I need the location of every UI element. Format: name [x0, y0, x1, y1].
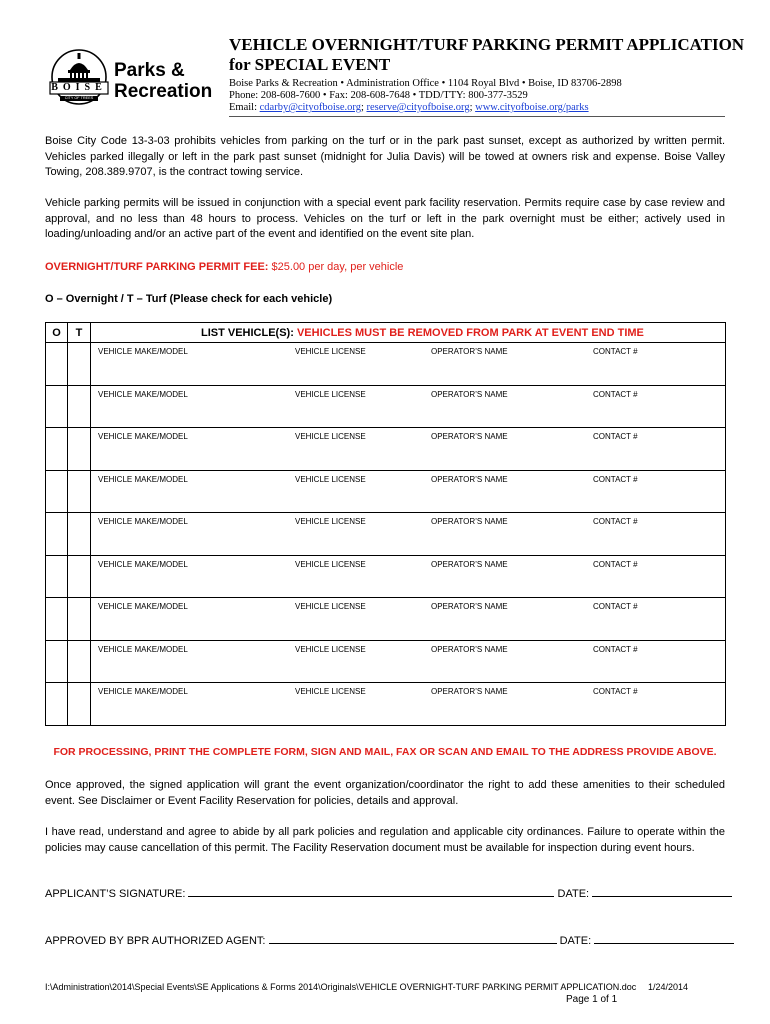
- vehicle-make-label: VEHICLE MAKE/MODEL: [98, 517, 188, 526]
- overnight-checkbox[interactable]: [46, 470, 68, 513]
- contact-number-label: CONTACT #: [593, 432, 638, 441]
- table-header-row: [46, 323, 726, 343]
- agreement-paragraph: I have read, understand and agree to abide by all park policies and regulation and applicable city ordinances. Failure to operate within the policies may cause cancellation of this permit. The Facility Reservation document must be available for inspection during event hours.: [45, 826, 725, 854]
- vehicle-entry-cell[interactable]: [91, 683, 726, 726]
- revision-date: 1/24/2014: [648, 982, 689, 992]
- email-label: Email:: [229, 102, 260, 113]
- removal-warning: VEHICLES MUST BE REMOVED FROM PARK AT EVENT END TIME: [296, 326, 644, 339]
- form-subtitle: for SPECIAL EVENT: [229, 55, 391, 74]
- operator-name-label: OPERATOR’S NAME: [431, 389, 508, 399]
- operator-name-label: OPERATOR’S NAME: [431, 644, 508, 654]
- vehicle-license-label: VEHICLE LICENSE: [295, 687, 366, 696]
- operator-name-label: OPERATOR’S NAME: [431, 687, 508, 696]
- email-link-reserve[interactable]: reserve@cityofboise.org: [366, 102, 470, 113]
- logo-name-line1: Parks &: [114, 60, 185, 81]
- vehicle-license-label: VEHICLE LICENSE: [295, 474, 366, 484]
- vehicle-make-label: VEHICLE MAKE/MODEL: [98, 559, 188, 569]
- column-header-vehicles: [91, 323, 726, 343]
- vehicle-make-label: VEHICLE MAKE/MODEL: [98, 432, 188, 441]
- operator-name-label: OPERATOR’S NAME: [431, 602, 508, 611]
- overnight-checkbox[interactable]: [46, 683, 68, 726]
- contact-number-label: CONTACT #: [593, 602, 638, 611]
- table-row: [46, 428, 726, 471]
- permit-rules-paragraph: Vehicle parking permits will be issued in conjunction with a special event park facility reservation. Permits require case by case review and approval, and no less than 48 hours to process. Vehicles on the turf or left in the park overnight must be either; actively used in loading/unloading and/or an active part of the event and identified on the event site plan.: [45, 197, 725, 240]
- vehicle-make-label: VEHICLE MAKE/MODEL: [98, 644, 188, 654]
- agent-signature-label: APPROVED BY BPR AUTHORIZED AGENT:: [45, 935, 266, 947]
- vehicle-license-label: VEHICLE LICENSE: [295, 347, 366, 356]
- vehicle-entry-cell[interactable]: [91, 343, 726, 386]
- office-address: Boise Parks & Recreation • Administration Office • 1104 Royal Blvd • Boise, ID 83706-2898: [229, 78, 622, 89]
- contact-number-label: CONTACT #: [593, 644, 638, 654]
- overnight-checkbox[interactable]: [46, 598, 68, 641]
- vehicle-license-label: VEHICLE LICENSE: [295, 432, 366, 441]
- applicant-signature-label: APPLICANT’S SIGNATURE:: [45, 888, 186, 900]
- table-row: [46, 513, 726, 556]
- contact-number-label: CONTACT #: [593, 687, 638, 696]
- permit-fee: [45, 260, 725, 276]
- office-phone: Phone: 208-608-7600 • Fax: 208-608-7648 • TDD/TTY: 800-377-3529: [229, 90, 528, 101]
- agent-date-field[interactable]: [594, 943, 734, 944]
- table-row: [46, 598, 726, 641]
- overnight-checkbox[interactable]: [46, 343, 68, 386]
- file-path: I:\Administration\2014\Special Events\SE Applications & Forms 2014\Originals\VEHICLE OVERNIGHT-TURF PARKING PERMIT APPLICATION.doc: [45, 982, 637, 992]
- separator: ;: [469, 102, 476, 113]
- operator-name-label: OPERATOR’S NAME: [431, 432, 508, 441]
- agent-signature-field[interactable]: [269, 943, 557, 944]
- turf-checkbox[interactable]: [68, 343, 91, 386]
- processing-notice: FOR PROCESSING, PRINT THE COMPLETE FORM, SIGN AND MAIL, FAX OR SCAN AND EMAIL TO THE ADDRESS PROVIDE ABOVE.: [53, 746, 717, 758]
- contact-number-label: CONTACT #: [593, 517, 638, 526]
- vehicle-entry-cell[interactable]: [91, 513, 726, 556]
- seal-subtext: CITY OF TREES: [64, 96, 94, 100]
- check-legend: O – Overnight / T – Turf (Please check for each vehicle): [45, 293, 333, 305]
- vehicle-license-label: VEHICLE LICENSE: [295, 517, 366, 526]
- turf-checkbox[interactable]: [68, 385, 91, 428]
- vehicle-make-label: VEHICLE MAKE/MODEL: [98, 347, 188, 356]
- overnight-checkbox[interactable]: [46, 640, 68, 683]
- table-row: [46, 683, 726, 726]
- operator-name-label: OPERATOR’S NAME: [431, 559, 508, 569]
- vehicle-entry-cell[interactable]: [91, 555, 726, 598]
- vehicle-license-label: VEHICLE LICENSE: [295, 559, 366, 569]
- vehicle-entry-cell[interactable]: [91, 428, 726, 471]
- list-vehicles-label: LIST VEHICLE(S):: [201, 326, 294, 339]
- operator-name-label: OPERATOR’S NAME: [431, 474, 508, 484]
- applicant-date-field[interactable]: [592, 896, 732, 897]
- applicant-signature-line: [45, 888, 732, 900]
- vehicle-make-label: VEHICLE MAKE/MODEL: [98, 389, 188, 399]
- turf-checkbox[interactable]: [68, 640, 91, 683]
- vehicle-make-label: VEHICLE MAKE/MODEL: [98, 474, 188, 484]
- turf-checkbox[interactable]: [68, 470, 91, 513]
- agent-signature-line: [45, 935, 734, 947]
- overnight-checkbox[interactable]: [46, 513, 68, 556]
- applicant-signature-field[interactable]: [188, 896, 554, 897]
- table-row: [46, 343, 726, 386]
- turf-checkbox[interactable]: [68, 598, 91, 641]
- logo-name-line2: Recreation: [114, 81, 213, 102]
- turf-checkbox[interactable]: [68, 428, 91, 471]
- contact-number-label: CONTACT #: [593, 474, 638, 484]
- operator-name-label: OPERATOR’S NAME: [431, 347, 508, 356]
- contact-number-label: CONTACT #: [593, 559, 638, 569]
- table-row: [46, 385, 726, 428]
- column-header-turf: T: [68, 323, 91, 343]
- turf-checkbox[interactable]: [68, 683, 91, 726]
- vehicle-entry-cell[interactable]: [91, 640, 726, 683]
- seal-text: BOISE: [51, 82, 107, 93]
- website-link[interactable]: www.cityofboise.org/parks: [475, 102, 589, 113]
- email-link-cdarby[interactable]: cdarby@cityofboise.org: [259, 102, 361, 113]
- applicant-date-label: DATE:: [557, 888, 590, 900]
- turf-checkbox[interactable]: [68, 555, 91, 598]
- vehicle-license-label: VEHICLE LICENSE: [295, 389, 366, 399]
- overnight-checkbox[interactable]: [46, 428, 68, 471]
- vehicle-entry-cell[interactable]: [91, 385, 726, 428]
- vehicle-entry-cell[interactable]: [91, 470, 726, 513]
- overnight-checkbox[interactable]: [46, 385, 68, 428]
- header-divider: [229, 116, 725, 117]
- vehicle-table: [45, 322, 726, 726]
- approval-paragraph: Once approved, the signed application will grant the event organization/coordinator the right to add these amenities to their scheduled event. See Disclaimer or Event Facility Reservation for policies, details and approval.: [45, 779, 725, 807]
- city-code-paragraph: Boise City Code 13-3-03 prohibits vehicles from parking on the turf or in the park past sunset, except as authorized by written permit. Vehicles parked illegally or left in the park past sunset (midnight for Julia Davis) will be towed at owners risk and expense. Boise Valley Towing, 208.389.9707, is the contract towing service.: [45, 135, 725, 178]
- turf-checkbox[interactable]: [68, 513, 91, 556]
- agent-date-label: DATE:: [559, 935, 592, 947]
- office-email: [229, 101, 589, 114]
- vehicle-license-label: VEHICLE LICENSE: [295, 644, 366, 654]
- fee-value: $25.00 per day, per vehicle: [271, 261, 404, 273]
- vehicle-make-label: VEHICLE MAKE/MODEL: [98, 602, 188, 611]
- vehicle-make-label: VEHICLE MAKE/MODEL: [98, 687, 188, 696]
- overnight-checkbox[interactable]: [46, 555, 68, 598]
- contact-number-label: CONTACT #: [593, 347, 638, 356]
- contact-number-label: CONTACT #: [593, 389, 638, 399]
- table-row: [46, 555, 726, 598]
- table-row: [46, 640, 726, 683]
- form-title: VEHICLE OVERNIGHT/TURF PARKING PERMIT APPLICATION: [229, 35, 745, 54]
- logo: [46, 48, 216, 108]
- separator: ;: [360, 102, 367, 113]
- vehicle-entry-cell[interactable]: [91, 598, 726, 641]
- fee-label: OVERNIGHT/TURF PARKING PERMIT FEE:: [45, 261, 269, 273]
- page-number: Page 1 of 1: [566, 994, 618, 1005]
- operator-name-label: OPERATOR’S NAME: [431, 517, 508, 526]
- table-row: [46, 470, 726, 513]
- vehicle-license-label: VEHICLE LICENSE: [295, 602, 366, 611]
- column-header-overnight: O: [46, 323, 68, 343]
